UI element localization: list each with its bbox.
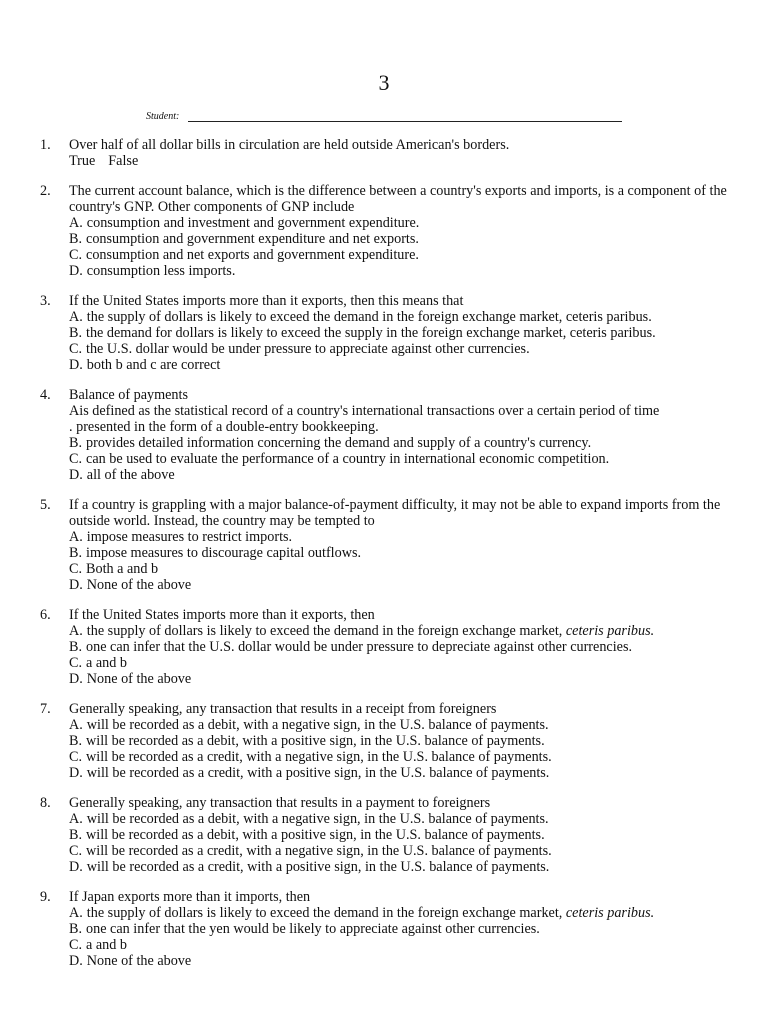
option-letter: C. [69, 247, 83, 263]
student-name-line[interactable] [188, 121, 622, 122]
option-text: will be recorded as a credit, with a positive sign, in the U.S. balance of payments. [86, 859, 550, 875]
option-a[interactable] [69, 309, 750, 325]
option-letter: C. [69, 937, 83, 953]
false-option[interactable]: False [108, 153, 139, 169]
option-d[interactable] [69, 859, 750, 875]
option-letter: A. [69, 623, 83, 639]
option-letter: D. [69, 859, 83, 875]
option-text: consumption and investment and government expenditure. [86, 215, 420, 231]
option-b[interactable] [69, 639, 750, 655]
option-text: will be recorded as a debit, with a positive sign, in the U.S. balance of payments. [86, 733, 545, 749]
option-text: will be recorded as a credit, with a negative sign, in the U.S. balance of payments. [86, 749, 552, 765]
option-text: both b and c are correct [86, 357, 221, 373]
question-5 [40, 497, 750, 593]
option-text: consumption and net exports and government expenditure. [86, 247, 419, 263]
question-number: 2. [40, 183, 51, 199]
option-letter: A. [69, 717, 83, 733]
question-text: Balance of payments [69, 387, 188, 403]
option-a[interactable] [69, 215, 750, 231]
option-d[interactable] [69, 765, 750, 781]
option-text: Both a and b [86, 561, 159, 577]
option-text: the supply of dollars is likely to exceed the demand in the foreign exchange market, ceteris paribus. [86, 309, 652, 325]
option-letter: B. [69, 545, 83, 561]
option-letter: B. [69, 435, 83, 451]
question-number: 5. [40, 497, 51, 513]
question-8 [40, 795, 750, 875]
option-text: None of the above [86, 953, 192, 969]
option-a[interactable] [69, 623, 750, 639]
option-letter: D. [69, 953, 83, 969]
option-letter: D. [69, 765, 83, 781]
option-a[interactable] [69, 717, 750, 733]
option-letter: B. [69, 325, 83, 341]
option-text: impose measures to discourage capital outflows. [86, 545, 362, 561]
option-text: all of the above [86, 467, 175, 483]
question-1 [40, 137, 750, 169]
question-number: 8. [40, 795, 51, 811]
option-d[interactable] [69, 671, 750, 687]
option-letter: D. [69, 577, 83, 593]
option-letter: B. [69, 921, 83, 937]
option-letter: C. [69, 655, 83, 671]
option-d[interactable] [69, 577, 750, 593]
option-letter: D. [69, 357, 83, 373]
option-b[interactable] [69, 325, 750, 341]
question-list [40, 137, 750, 983]
question-9 [40, 889, 750, 969]
question-text: If the United States imports more than it exports, then [69, 607, 375, 623]
question-7 [40, 701, 750, 781]
option-text-italic: ceteris paribus. [565, 905, 655, 921]
option-text: a and b [86, 655, 127, 671]
option-text: one can infer that the U.S. dollar would be under pressure to depreciate against other currencies. [86, 639, 633, 655]
option-text: the demand for dollars is likely to exceed the supply in the foreign exchange market, ceteris paribus. [86, 325, 656, 341]
option-a[interactable] [69, 811, 750, 827]
option-text: consumption less imports. [86, 263, 236, 279]
option-text: the supply of dollars is likely to exceed the demand in the foreign exchange market, [86, 905, 563, 921]
option-letter: C. [69, 341, 83, 357]
option-a[interactable] [69, 529, 750, 545]
question-text: Over half of all dollar bills in circulation are held outside American's borders. [69, 137, 510, 153]
option-b[interactable] [69, 435, 750, 451]
option-c[interactable] [69, 749, 750, 765]
option-c[interactable] [69, 843, 750, 859]
option-d[interactable] [69, 357, 750, 373]
option-b[interactable] [69, 827, 750, 843]
option-b[interactable] [69, 231, 750, 247]
page-title: 3 [378, 70, 390, 95]
option-letter: D. [69, 467, 83, 483]
option-c[interactable] [69, 451, 750, 467]
option-d[interactable] [69, 263, 750, 279]
question-number: 4. [40, 387, 51, 403]
option-b[interactable] [69, 921, 750, 937]
option-c[interactable] [69, 561, 750, 577]
question-number: 9. [40, 889, 51, 905]
option-b[interactable] [69, 733, 750, 749]
option-a[interactable] [69, 905, 750, 921]
option-text: will be recorded as a credit, with a negative sign, in the U.S. balance of payments. [86, 843, 552, 859]
true-option[interactable]: True [69, 153, 96, 169]
option-d[interactable] [69, 953, 750, 969]
option-letter: A [69, 403, 80, 419]
question-text: If Japan exports more than it imports, then [69, 889, 311, 905]
option-letter: B. [69, 733, 83, 749]
option-c[interactable] [69, 655, 750, 671]
option-text: None of the above [86, 671, 192, 687]
question-number: 3. [40, 293, 51, 309]
option-letter: D. [69, 263, 83, 279]
option-letter: D. [69, 671, 83, 687]
question-text: Generally speaking, any transaction that results in a payment to foreigners [69, 795, 491, 811]
option-text: consumption and government expenditure and net exports. [86, 231, 419, 247]
option-letter: A. [69, 811, 83, 827]
option-letter: B. [69, 231, 83, 247]
option-text-italic: ceteris paribus. [565, 623, 655, 639]
option-text: provides detailed information concerning the demand and supply of a country's currency. [86, 435, 592, 451]
question-text: Generally speaking, any transaction that results in a receipt from foreigners [69, 701, 497, 717]
option-letter: C. [69, 843, 83, 859]
option-letter: A. [69, 215, 83, 231]
question-number: 7. [40, 701, 51, 717]
question-text: If the United States imports more than it exports, then this means that [69, 293, 464, 309]
question-number: 6. [40, 607, 51, 623]
option-c[interactable] [69, 341, 750, 357]
option-text: can be used to evaluate the performance of a country in international economic competition. [86, 451, 610, 467]
option-text: will be recorded as a debit, with a positive sign, in the U.S. balance of payments. [86, 827, 545, 843]
option-text: one can infer that the yen would be likely to appreciate against other currencies. [86, 921, 540, 937]
option-text: will be recorded as a debit, with a negative sign, in the U.S. balance of payments. [86, 811, 549, 827]
question-text: If a country is grappling with a major balance-of-payment difficulty, it may not be able to expand imports from the outside world. Instead, the country may be tempted to [69, 497, 721, 529]
question-number: 1. [40, 137, 51, 153]
option-text: a and b [86, 937, 127, 953]
option-letter: C. [69, 561, 83, 577]
question-2 [40, 183, 750, 279]
option-text: impose measures to restrict imports. [86, 529, 293, 545]
option-text: will be recorded as a credit, with a positive sign, in the U.S. balance of payments. [86, 765, 550, 781]
true-false-options [69, 153, 750, 169]
question-text: The current account balance, which is the difference between a country's exports and imports, is a component of the country's GNP. Other components of GNP include [69, 183, 727, 215]
option-b[interactable] [69, 545, 750, 561]
option-text: will be recorded as a debit, with a negative sign, in the U.S. balance of payments. [86, 717, 549, 733]
option-c[interactable] [69, 937, 750, 953]
option-text: is defined as the statistical record of a country's international transactions over a certain period of time [79, 403, 660, 419]
option-letter: B. [69, 827, 83, 843]
option-a[interactable] [69, 403, 750, 419]
option-text: the supply of dollars is likely to exceed the demand in the foreign exchange market, [86, 623, 563, 639]
question-3 [40, 293, 750, 373]
option-letter: A. [69, 529, 83, 545]
option-text: the U.S. dollar would be under pressure to appreciate against other currencies. [86, 341, 530, 357]
option-letter: A. [69, 309, 83, 325]
option-c[interactable] [69, 247, 750, 263]
option-text: None of the above [86, 577, 192, 593]
option-a-continuation: . presented in the form of a double-entry bookkeeping. [69, 419, 379, 435]
student-label: Student: [146, 111, 180, 122]
question-6 [40, 607, 750, 687]
option-letter: C. [69, 749, 83, 765]
option-letter: A. [69, 905, 83, 921]
option-letter: B. [69, 639, 83, 655]
option-letter: C. [69, 451, 83, 467]
option-d[interactable] [69, 467, 750, 483]
question-4 [40, 387, 750, 483]
